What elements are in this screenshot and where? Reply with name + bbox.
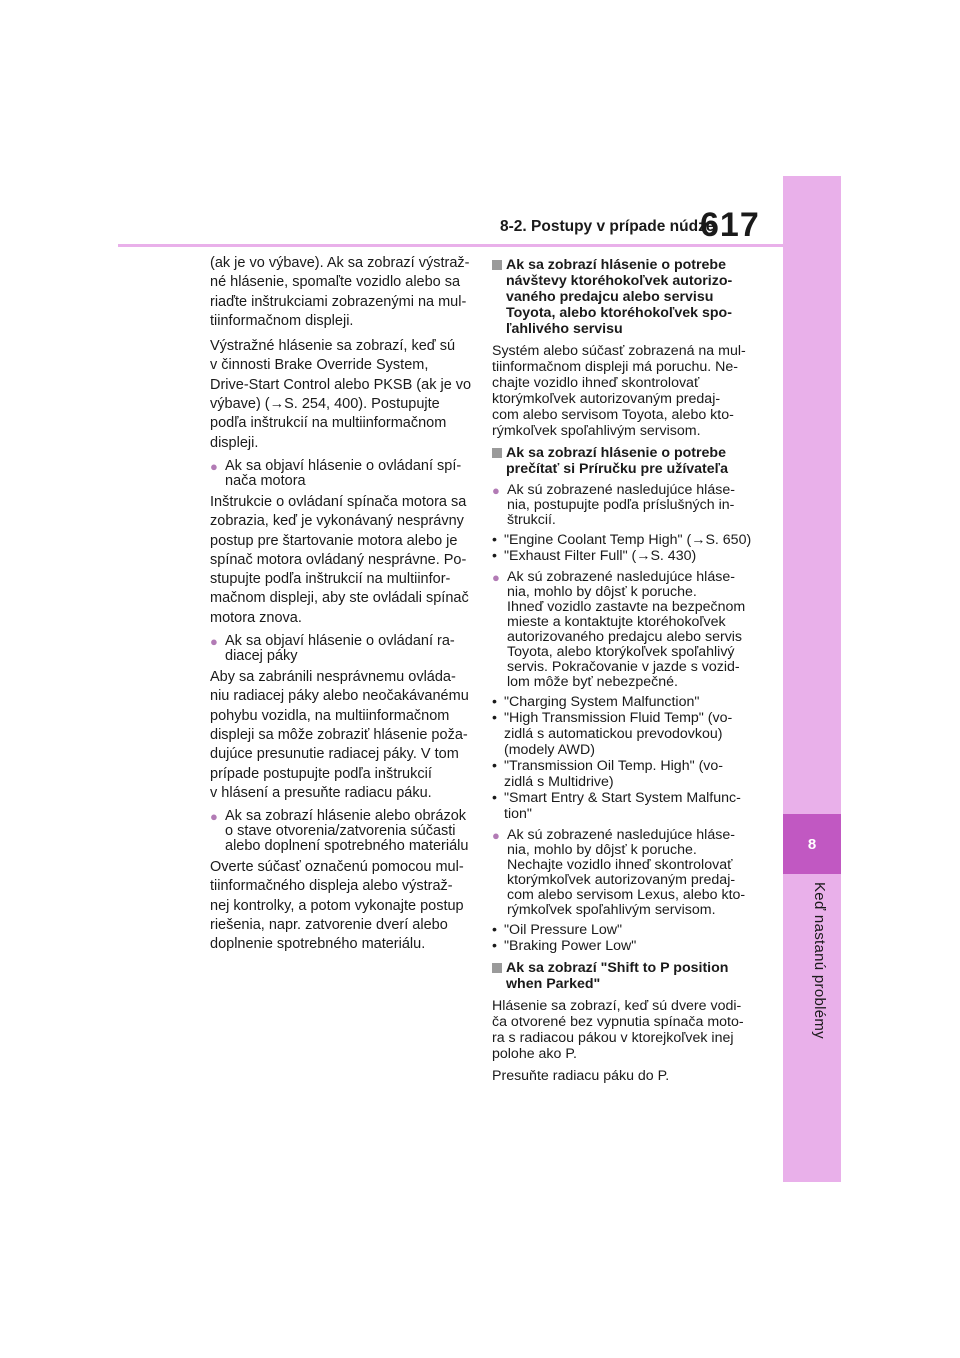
list-item-text bbox=[504, 710, 732, 758]
text-line: Systém alebo súčasť zobrazená na mul- bbox=[492, 343, 746, 359]
text-line: postup pre štartovanie motora alebo je bbox=[210, 532, 458, 549]
paragraph bbox=[210, 858, 472, 954]
bullet-text bbox=[225, 809, 468, 854]
section-heading bbox=[492, 257, 756, 337]
text-line: stupujte podľa inštrukcií na multiinfor- bbox=[210, 571, 451, 588]
text-line: prečítať si Príručku pre užívateľa bbox=[506, 461, 729, 477]
paragraph bbox=[210, 337, 472, 453]
list bbox=[492, 922, 756, 954]
text-line: Ak sú zobrazené nasledujúce hláse- bbox=[507, 482, 735, 498]
bullet-item bbox=[492, 570, 756, 690]
paragraph bbox=[492, 1068, 756, 1084]
text-line: Toyota, alebo ktoréhokoľvek spo- bbox=[506, 305, 732, 321]
text-line: ľahlivého servisu bbox=[506, 321, 623, 337]
text-line: návštevy ktoréhokoľvek autorizo- bbox=[506, 273, 733, 289]
text-line: vaného predajcu alebo servisu bbox=[506, 289, 714, 305]
text-line: mieste a kontaktujte ktoréhokoľvek bbox=[507, 614, 726, 630]
text-line: diacej páky bbox=[225, 648, 298, 665]
left-column bbox=[210, 254, 472, 961]
text-line: Ak sa objaví hlásenie o ovládaní ra- bbox=[225, 633, 455, 650]
list-marker: • bbox=[492, 790, 497, 806]
list-marker: • bbox=[492, 922, 497, 938]
section-heading bbox=[492, 445, 756, 477]
bullet-item bbox=[210, 809, 472, 854]
text-line: displeji sa môže zobraziť hlásenie poža- bbox=[210, 726, 468, 743]
text-line: Drive-Start Control alebo PKSB (ak je vo bbox=[210, 376, 472, 393]
square-icon bbox=[492, 963, 502, 973]
list-item bbox=[492, 694, 756, 710]
bullet-icon: ● bbox=[492, 828, 500, 843]
paragraph bbox=[492, 998, 756, 1062]
text-line: "High Transmission Fluid Temp" (vo- bbox=[504, 710, 733, 726]
text-line: Nechajte vozidlo ihneď skontrolovať bbox=[507, 857, 733, 873]
list-item bbox=[492, 922, 756, 938]
bullet-item bbox=[210, 634, 472, 664]
list-item bbox=[492, 710, 756, 758]
list-item bbox=[492, 758, 756, 790]
bullet-text bbox=[507, 570, 745, 690]
text-line: podľa inštrukcií na multiinformačnom bbox=[210, 415, 447, 432]
text-line: ča otvorené bez vypnutia spínača moto- bbox=[492, 1014, 744, 1030]
text-line: rýmkoľvek spoľahlivým servisom. bbox=[507, 902, 716, 918]
bullet-text bbox=[507, 828, 745, 918]
text-line: autorizovaného predajcu alebo servis bbox=[507, 629, 743, 645]
text-line: doplnenie spotrebného materiálu. bbox=[210, 936, 426, 953]
bullet-text bbox=[225, 634, 455, 664]
bullet-item bbox=[210, 459, 472, 489]
text-line: tion" bbox=[504, 806, 532, 822]
text-line: tiinformačnom displeji. bbox=[210, 312, 354, 329]
text-line: zobrazia, keď je vykonávaný nesprávny bbox=[210, 513, 464, 530]
text-line: riešenia, napr. zatvorenie dverí alebo bbox=[210, 917, 448, 934]
list-item-text bbox=[504, 758, 723, 790]
text-line: motora znova. bbox=[210, 609, 302, 626]
list-item bbox=[492, 548, 756, 564]
text-line: displeji. bbox=[210, 434, 259, 451]
list-item-text bbox=[504, 694, 699, 710]
text-line: "Braking Power Low" bbox=[504, 938, 637, 954]
text-line: Ak sú zobrazené nasledujúce hláse- bbox=[507, 569, 735, 585]
text-line: (modely AWD) bbox=[504, 742, 595, 758]
list-marker: • bbox=[492, 694, 497, 710]
text-line: Ak sú zobrazené nasledujúce hláse- bbox=[507, 827, 735, 843]
square-icon bbox=[492, 260, 502, 270]
list-item bbox=[492, 532, 756, 548]
text-line: nia, postupujte podľa príslušných in- bbox=[507, 497, 735, 513]
list-marker: • bbox=[492, 758, 497, 774]
page-number: 617 bbox=[700, 206, 760, 244]
text-line: nia, mohlo by dôjsť k poruche. bbox=[507, 842, 697, 858]
text-line: "Oil Pressure Low" bbox=[504, 922, 623, 938]
text-line: rýmkoľvek spoľahlivým servisom. bbox=[492, 423, 701, 439]
paragraph bbox=[210, 493, 472, 628]
text-line: Ak sa zobrazí "Shift to P position bbox=[506, 960, 729, 976]
bullet-item bbox=[492, 828, 756, 918]
text-line: v činnosti Brake Override System, bbox=[210, 357, 429, 374]
chapter-label: Keď nastanú problémy bbox=[811, 882, 828, 1039]
text-line: dujúce presunutie radiacej páky. V tom bbox=[210, 746, 459, 763]
text-line: Ihneď vozidlo zastavte na bezpečnom bbox=[507, 599, 746, 615]
text-line: výbave) (→S. 254, 400). Postupujte bbox=[210, 396, 440, 413]
bullet-text bbox=[225, 459, 461, 489]
section-title: 8-2. Postupy v prípade núdze bbox=[500, 218, 715, 235]
text-line: nia, mohlo by dôjsť k poruche. bbox=[507, 584, 697, 600]
bullet-item bbox=[492, 483, 756, 528]
text-line: Toyota, alebo ktorýkoľvek spoľahlivý bbox=[507, 644, 735, 660]
text-line: alebo doplnení spotrebného materiálu bbox=[225, 838, 469, 855]
list-item-text bbox=[504, 790, 741, 822]
text-line: "Exhaust Filter Full" (→S. 430) bbox=[504, 548, 697, 564]
text-line: "Engine Coolant Temp High" (→S. 650) bbox=[504, 532, 752, 548]
text-line: nača motora bbox=[225, 472, 306, 489]
text-line: Ak sa zobrazí hlásenie o potrebe bbox=[506, 257, 726, 273]
text-line: Ak sa zobrazí hlásenie o potrebe bbox=[506, 445, 726, 461]
text-line: zidlá s Multidrive) bbox=[504, 774, 614, 790]
bullet-icon: ● bbox=[492, 570, 500, 585]
text-line: "Smart Entry & Start System Malfunc- bbox=[504, 790, 741, 806]
text-line: ra s radiacou pákou v ktorejkoľvek inej bbox=[492, 1030, 734, 1046]
text-line: Overte súčasť označenú pomocou mul- bbox=[210, 859, 464, 876]
text-line: com alebo servisom Lexus, alebo kto- bbox=[507, 887, 746, 903]
chapter-number: 8 bbox=[783, 814, 841, 874]
list-item bbox=[492, 790, 756, 822]
text-line: chajte vozidlo ihneď skontrolovať bbox=[492, 375, 700, 391]
text-line: né hlásenie, spomaľte vozidlo alebo sa bbox=[210, 274, 461, 291]
text-line: v hlásení a presuňte radiacu páku. bbox=[210, 784, 432, 801]
list-marker: • bbox=[492, 938, 497, 954]
right-column bbox=[492, 254, 756, 1090]
text-line: Výstražné hlásenie sa zobrazí, keď sú bbox=[210, 338, 456, 355]
list bbox=[492, 532, 756, 564]
bullet-icon: ● bbox=[210, 809, 218, 825]
text-line: tiinformačnom displeji má poruchu. Ne- bbox=[492, 359, 739, 375]
text-line: riaďte inštrukciami zobrazenými na mul- bbox=[210, 293, 467, 310]
header-rule bbox=[118, 244, 783, 247]
text-line: mačnom displeji, aby ste ovládali spínač bbox=[210, 590, 469, 607]
text-line: niu radiacej páky alebo neočakávanému bbox=[210, 688, 469, 705]
text-line: Inštrukcie o ovládaní spínača motora sa bbox=[210, 493, 467, 510]
text-line: servis. Pokračovanie v jazde s vozid- bbox=[507, 659, 740, 675]
text-line: nej kontrolky, a potom vykonajte postup bbox=[210, 897, 464, 914]
list-item-text bbox=[504, 548, 696, 564]
heading-text bbox=[506, 445, 728, 477]
text-line: zidlá s automatickou prevodovkou) bbox=[504, 726, 723, 742]
text-line: ktorýmkoľvek autorizovaným predaj- bbox=[492, 391, 721, 407]
bullet-text bbox=[507, 483, 735, 528]
text-line: com alebo servisom Toyota, alebo kto- bbox=[492, 407, 734, 423]
list-marker: • bbox=[492, 548, 497, 564]
heading-text bbox=[506, 257, 732, 337]
text-line: spínač motora ovládaný nesprávne. Po- bbox=[210, 551, 467, 568]
bullet-icon: ● bbox=[492, 483, 500, 498]
paragraph bbox=[492, 343, 756, 439]
list-item-text bbox=[504, 532, 751, 548]
text-line: Presuňte radiacu páku do P. bbox=[492, 1068, 670, 1084]
list-marker: • bbox=[492, 532, 497, 548]
bullet-icon: ● bbox=[210, 634, 218, 650]
list-item-text bbox=[504, 922, 622, 938]
list bbox=[492, 694, 756, 822]
text-line: prípade postupujte podľa inštrukcií bbox=[210, 765, 432, 782]
bullet-icon: ● bbox=[210, 458, 218, 474]
text-line: Hlásenie sa zobrazí, keď sú dvere vodi- bbox=[492, 998, 742, 1014]
text-line: when Parked" bbox=[506, 976, 601, 992]
list-item-text bbox=[504, 938, 636, 954]
text-line: Ak sa objaví hlásenie o ovládaní spí- bbox=[225, 457, 462, 474]
heading-text bbox=[506, 960, 728, 992]
text-line: (ak je vo výbave). Ak sa zobrazí výstraž- bbox=[210, 255, 470, 271]
text-line: tiinformačného displeja alebo výstraž- bbox=[210, 878, 453, 895]
text-line: Ak sa zobrazí hlásenie alebo obrázok bbox=[225, 808, 467, 825]
list-item bbox=[492, 938, 756, 954]
text-line: "Transmission Oil Temp. High" (vo- bbox=[504, 758, 723, 774]
section-heading bbox=[492, 960, 756, 992]
text-line: o stave otvorenia/zatvorenia súčasti bbox=[225, 823, 456, 840]
text-line: "Charging System Malfunction" bbox=[504, 694, 700, 710]
square-icon bbox=[492, 448, 502, 458]
text-line: ktorýmkoľvek autorizovaným predaj- bbox=[507, 872, 736, 888]
text-line: štrukcií. bbox=[507, 512, 556, 528]
paragraph bbox=[210, 254, 472, 331]
text-line: Aby sa zabránili nesprávnemu ovláda- bbox=[210, 669, 456, 686]
paragraph bbox=[210, 668, 472, 803]
list-marker: • bbox=[492, 710, 497, 726]
text-line: pohybu vozidla, na multiinformačnom bbox=[210, 707, 450, 724]
text-line: polohe ako P. bbox=[492, 1046, 577, 1062]
text-line: lom môže byť nebezpečné. bbox=[507, 674, 678, 690]
